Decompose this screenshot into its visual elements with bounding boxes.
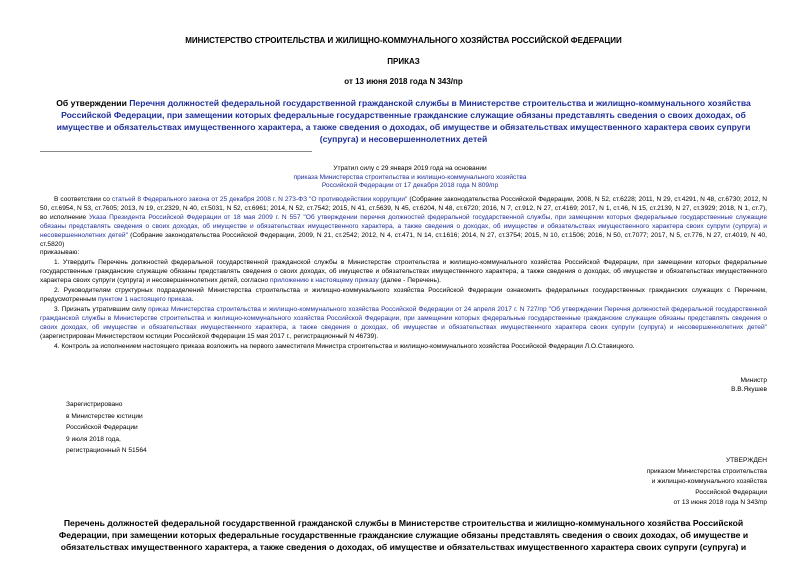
point-1-link[interactable]: пунктом 1 настоящего приказа xyxy=(97,295,192,303)
item-1-text: 1. Утвердить Перечень должностей федеральной государственной гражданской службы в Министерстве строительства и жилищно-коммунального хозяйства Российской Федерации, при замещении которых федеральные государственные гражданские служащие обязаны представлять сведения о своих доходах, об имуществе и обязательствах имущественного характера, а также сведения о доходах, об имуществе и обязательствах имущественного характера своих супруги (супруга) и несовершеннолетних детей, согласно xyxy=(40,259,767,285)
item-1 xyxy=(40,259,767,286)
preamble-text-2: (Собрание законодательства Российской Федерации, 2008, N 52, ст.6228; 2011, N 29, ст.4291, N 48, ст.6730; 2012, N 50, ст.6954, N 53, ст.7605; 2013, N 19, ст.2329, N 40, ст.5031, N 52, ст.6961; 2014, N 52, ст.7542; 2015, N 41, ст.5639, N 45, ст.6204, N 48, ст.6720; 2016, N 7, ст.912, N 27, ст.4169; 2017, N 1, ст.46, N 15, ст.2139, N 27, ст.3929; 2018, N 1, ст.7), во исполнение xyxy=(40,196,767,221)
approved-block xyxy=(520,456,767,508)
separator-line xyxy=(40,151,312,152)
repealed-order-link[interactable]: приказ Министерства строительства и жилищно-коммунального хозяйства Российской Федерации от 24 апреля 2017 г. N 727/пр "Об утверждении Перечня должностей федеральной государственной гражданской службы в Министерстве строительства и жилищно-коммунального хозяйства Российской Федерации, при замещении которых федеральные государственные гражданские служащие обязаны представлять сведения о своих доходах, об имуществе и обязательствах имущественного характера, а также сведения о доходах, об имуществе и обязательствах имущественного характера своих супруги (супруга) и несовершеннолетних детей" xyxy=(40,305,767,331)
registration-line-2: в Министерстве юстиции xyxy=(66,412,143,420)
list-title: Перечень должностей федеральной государственной гражданской службы в Министерстве строительства и жилищно-коммунального хозяйства Российской Федерации, при замещении которых федеральные государственные гражданские служащие обязаны представлять сведения о своих доходах, об имуществе и обязательствах имущественного характера, а также сведения о доходах, об имуществе и обязательствах имущественного характера своих супруги (супруга) и xyxy=(58,518,749,552)
approved-line-3: Российской Федерации xyxy=(695,488,767,496)
order-date-number: от 13 июня 2018 года N 343/пр xyxy=(344,77,463,86)
item-4: 4. Контроль за исполнением настоящего приказа возложить на первого заместителя Министра строительства и жилищно-коммунального хозяйства Российской Федерации Л.О.Ставицкого. xyxy=(54,342,635,350)
item-1-tail: (далее - Перечень). xyxy=(378,277,441,285)
status-note-link-2[interactable]: Российской Федерации от 17 декабря 2018 года N 809/пр xyxy=(321,182,499,190)
item-2-tail: . xyxy=(191,295,194,303)
item-2-text: 2. Руководителям структурных подразделений Министерства строительства и жилищно-коммунального хозяйства Российской Федерации ознакомить федеральных государственных гражданских служащих с Перечнем, предусмотренным xyxy=(40,287,767,303)
registration-line-5: регистрационный N 51564 xyxy=(66,447,147,454)
preamble-text-1: В соответствии со xyxy=(54,196,112,203)
order-body xyxy=(40,196,767,351)
appendix-link[interactable]: приложению к настоящему приказу xyxy=(270,277,379,285)
registration-line-1: Зарегистрировано xyxy=(66,401,123,408)
registration-line-4: 9 июля 2018 года, xyxy=(66,435,121,443)
registration-line-3: Российской Федерации xyxy=(66,424,138,431)
doc-type: ПРИКАЗ xyxy=(387,57,420,66)
approved-word: УТВЕРЖДЕН xyxy=(725,457,767,464)
registration-block xyxy=(66,399,286,457)
law-article-link[interactable]: статьей 8 Федерального закона от 25 декабря 2008 г. N 273-ФЗ "О противодействии коррупции" xyxy=(111,196,408,203)
approved-line-4: от 13 июня 2018 года N 343/пр xyxy=(673,498,767,506)
status-note-line1: Утратил силу с 29 января 2019 года на основании xyxy=(333,165,487,172)
approved-line-1: приказом Министерства строительства xyxy=(646,468,767,476)
preamble xyxy=(40,196,767,249)
order-word: приказываю: xyxy=(40,249,80,257)
item-2 xyxy=(40,287,767,305)
preamble-text-3: (Собрание законодательства Российской Федерации, 2009, N 21, ст.2542; 2012, N 4, ст.471, N 14, ст.1616; 2014, N 27, ст.3754; 2015, N 10, ст.1506; 2016, N 50, ст.7077; 2017, N 5, ст.776, N 27, ст.4019, N 40, ст.5820) xyxy=(40,231,767,248)
signature-position: Министр xyxy=(740,377,767,384)
status-note-link[interactable]: приказа Министерства строительства и жилищно-коммунального хозяйства xyxy=(293,173,527,181)
item-3-tail: (зарегистрирован Министерством юстиции Российской Федерации 15 мая 2017 г., регистрационный N 46739). xyxy=(40,332,379,340)
presidential-decree-link[interactable]: Указа Президента Российской Федерации от 18 мая 2009 г. N 557 "Об утверждении перечня должностей федеральной государственной службы, при замещении которых федеральные государственные служащие обязаны представлять сведения о своих доходах, об имуществе и обязательствах имущественного характера, а также сведения о доходах, об имуществе и обязательствах имущественного характера своих супруги (супруга) и несовершеннолетних детей" xyxy=(40,213,767,239)
title-prefix: Об утверждении xyxy=(56,98,130,108)
title-link[interactable]: Перечня должностей федеральной государственной гражданской службы в Министерстве строительства и жилищно-коммунального хозяйства Российской Федерации, при замещении которых федеральные государственные гражданские служащие обязаны представлять сведения о своих доходах, об имуществе и обязательствах имущественного характера, а также сведения о доходах, об имуществе и обязательствах имущественного характера своих супруги (супруга) и несовершеннолетних детей xyxy=(56,98,751,144)
item-3 xyxy=(40,306,767,342)
signature-block xyxy=(560,377,767,394)
order-title xyxy=(40,97,767,145)
signature-name: В.В.Якушев xyxy=(731,385,767,393)
status-note xyxy=(240,165,580,191)
approved-line-2: и жилищно-коммунального хозяйства xyxy=(651,478,767,486)
item-3-text: 3. Признать утратившим силу xyxy=(54,305,149,313)
ministry-heading: МИНИСТЕРСТВО СТРОИТЕЛЬСТВА И ЖИЛИЩНО-КОММУНАЛЬНОГО ХОЗЯЙСТВА РОССИЙСКОЙ ФЕДЕРАЦИИ xyxy=(185,36,622,45)
